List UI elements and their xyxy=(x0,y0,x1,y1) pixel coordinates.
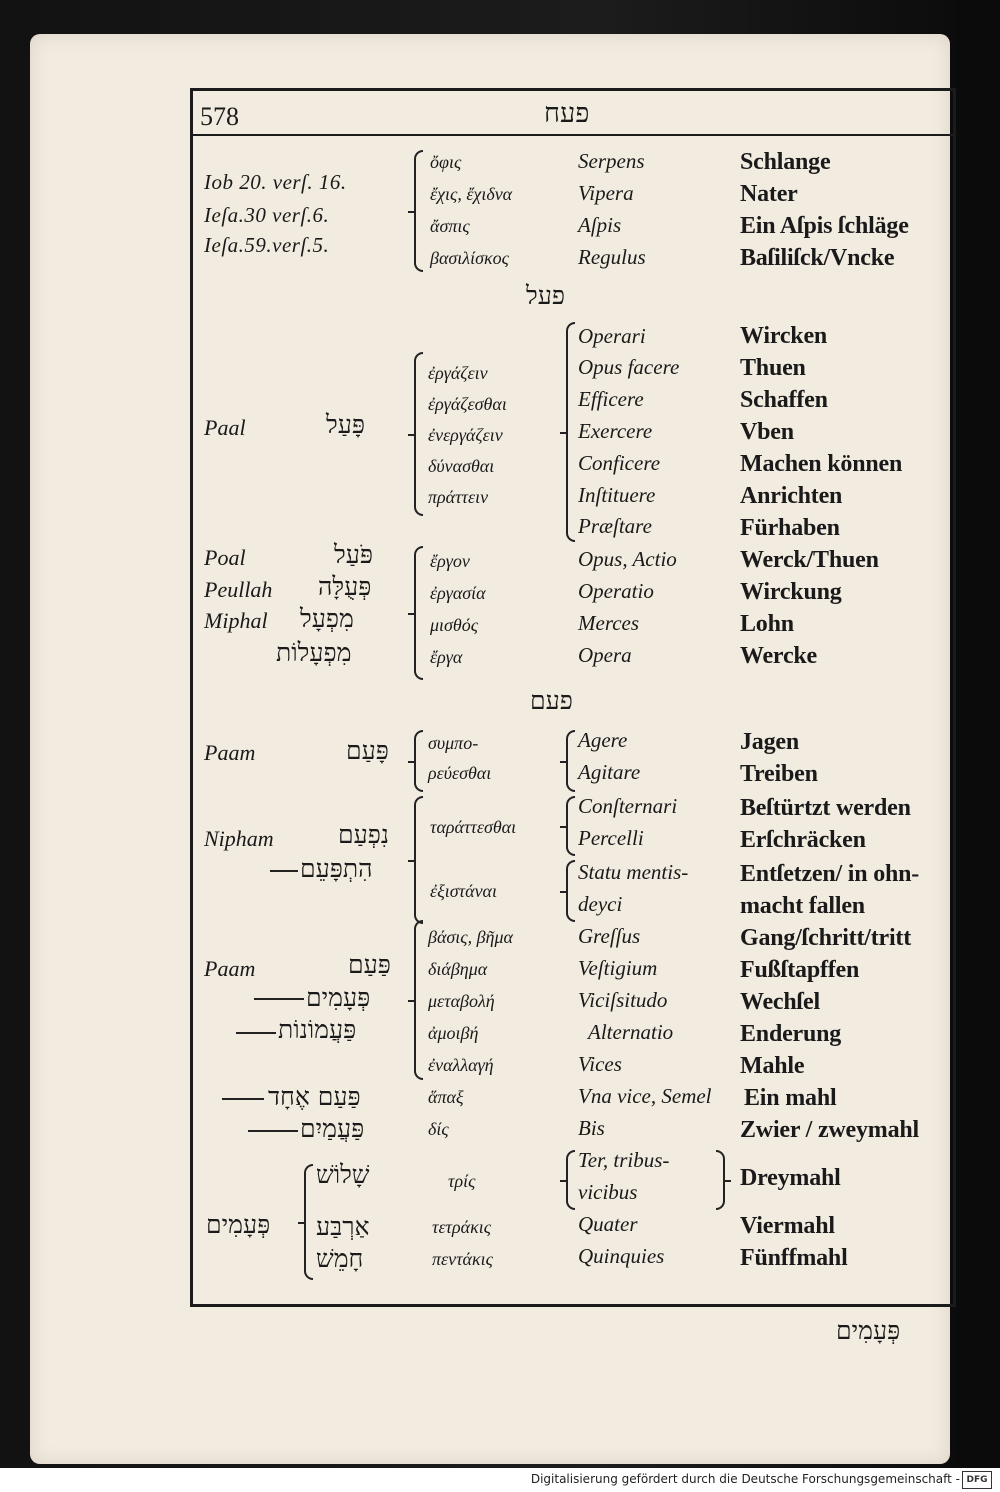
hebrew-word: פַּעַם אֶחָד xyxy=(268,1082,361,1111)
greek-word: βάσις, βῆμα xyxy=(428,927,513,947)
scripture-ref: Ieſa.30 verſ.6. xyxy=(204,203,330,227)
latin-word: Vipera xyxy=(578,181,634,205)
brace xyxy=(716,1150,725,1210)
latin-word: Opus facere xyxy=(578,355,680,379)
german-word: Fürhaben xyxy=(740,515,840,541)
latin-word: Quinquies xyxy=(578,1244,665,1268)
german-word: Beſtürtzt werden xyxy=(740,795,911,821)
german-word: Thuen xyxy=(740,355,806,381)
latin-word: Exercere xyxy=(578,419,653,443)
header-rule xyxy=(193,134,953,136)
latin-word: Alternatio xyxy=(588,1020,674,1044)
greek-word: ἐναλλαγή xyxy=(428,1055,494,1075)
bottom-rule xyxy=(190,1304,956,1307)
latin-word: Greſſus xyxy=(578,924,641,948)
latin-word: deyci xyxy=(578,892,623,916)
german-word: Vben xyxy=(740,419,794,445)
greek-word: πράττειν xyxy=(428,487,489,507)
hebrew-word: אַרְבַּע xyxy=(316,1212,370,1241)
stem-label: Paam xyxy=(204,956,256,981)
greek-word: ὄφις xyxy=(430,152,462,172)
latin-word: Statu mentis- xyxy=(578,860,689,884)
hebrew-word: פַּעֲמוֹנוֹת xyxy=(278,1015,357,1044)
catchword: פְּעָמִים xyxy=(836,1316,901,1345)
hebrew-word: פָּעַם xyxy=(346,736,389,765)
latin-word: Quater xyxy=(578,1212,638,1236)
german-word: Wercke xyxy=(740,643,817,669)
german-word: Fünffmahl xyxy=(740,1245,848,1271)
hebrew-word: פֹּעַל xyxy=(334,540,373,569)
german-word: Fußſtapffen xyxy=(740,957,860,983)
scripture-ref: Ieſa.59.verſ.5. xyxy=(204,233,330,257)
dfg-logo: DFG xyxy=(962,1471,992,1489)
latin-word: Veſtigium xyxy=(578,956,658,980)
greek-word: ταράττεσθαι xyxy=(430,817,517,837)
latin-word: vicibus xyxy=(578,1180,638,1204)
latin-word: Viciſsitudo xyxy=(578,988,668,1012)
german-word: Anrichten xyxy=(740,483,843,509)
dash xyxy=(254,998,304,1000)
german-word: Wechſel xyxy=(740,989,820,1015)
greek-word: διάβημα xyxy=(428,959,488,979)
hebrew-word: שָׁלוֹשׁ xyxy=(316,1160,370,1189)
greek-word: ἔχις, ἔχιδνα xyxy=(430,184,513,204)
dash xyxy=(222,1098,264,1100)
german-word: Erſchräcken xyxy=(740,827,866,853)
dash xyxy=(270,870,298,872)
hebrew-word: מִפְעָל xyxy=(300,604,354,633)
german-word: Wircken xyxy=(740,323,828,349)
latin-word: Agitare xyxy=(578,760,641,784)
root-heading: פעם xyxy=(530,686,573,715)
german-word: Zwier / zweymahl xyxy=(740,1117,919,1143)
greek-word: ἔργα xyxy=(430,647,463,667)
greek-word: ἅπαξ xyxy=(428,1087,464,1107)
german-word: Werck/Thuen xyxy=(740,547,879,573)
latin-word: Vna vice, Semel xyxy=(578,1084,712,1108)
latin-word: Vices xyxy=(578,1052,622,1076)
latin-word: Operatio xyxy=(578,579,654,603)
greek-word: μισθός xyxy=(430,615,479,635)
brace xyxy=(414,730,423,792)
latin-word: Ter, tribus- xyxy=(578,1148,670,1172)
dash xyxy=(248,1130,298,1132)
german-word: Ein Aſpis ſchläge xyxy=(740,213,909,239)
stem-label: Peullah xyxy=(204,577,273,602)
brace xyxy=(414,150,423,272)
latin-word: Serpens xyxy=(578,149,645,173)
german-word: Lohn xyxy=(740,611,794,637)
hebrew-word: הִתְפָּעֵם xyxy=(300,854,373,883)
hebrew-word: פַּעַם xyxy=(348,950,391,979)
greek-word: δίς xyxy=(428,1119,449,1139)
german-word: Mahle xyxy=(740,1053,805,1079)
greek-word: ἔργον xyxy=(430,551,470,571)
german-word: Machen können xyxy=(740,451,903,477)
greek-word: ἀμοιβή xyxy=(428,1023,479,1043)
greek-word: ἐργασία xyxy=(430,583,486,603)
german-word: Schaffen xyxy=(740,387,828,413)
latin-word: Aſpis xyxy=(578,213,622,237)
german-word: Dreymahl xyxy=(740,1165,841,1191)
hebrew-word: פָּעַל xyxy=(326,410,365,439)
latin-word: Efficere xyxy=(578,387,644,411)
german-word: Nater xyxy=(740,181,798,207)
stem-label: Paam xyxy=(204,740,256,765)
german-word: Baſiliſck/Vncke xyxy=(740,245,895,271)
brace xyxy=(566,730,575,792)
running-header: פעח xyxy=(544,98,590,129)
greek-word: δύνασθαι xyxy=(428,456,495,476)
hebrew-word: פַּעֲמַיִם xyxy=(300,1114,365,1143)
greek-word: ρεύεσθαι xyxy=(428,763,492,783)
latin-word: Præſtare xyxy=(578,514,652,538)
brace xyxy=(566,322,575,542)
hebrew-word: חָמֵשׁ xyxy=(316,1244,364,1273)
greek-word: πεντάκις xyxy=(432,1249,493,1269)
greek-word: τρίς xyxy=(448,1171,476,1191)
brace xyxy=(304,1164,313,1280)
scan-edge xyxy=(955,0,1000,1492)
german-word: Jagen xyxy=(740,729,800,755)
german-word: Gang/ſchritt/tritt xyxy=(740,925,912,951)
german-word: Schlange xyxy=(740,149,831,175)
hebrew-word: נִפְעַם xyxy=(338,820,389,849)
hebrew-word: פְּעֻלָּה xyxy=(318,572,372,601)
german-word: Treiben xyxy=(740,761,818,787)
latin-word: Inſtituere xyxy=(578,483,656,507)
footer-credit: Digitalisierung gefördert durch die Deutsche Forschungsgemeinschaft - xyxy=(530,1472,960,1486)
latin-word: Regulus xyxy=(578,245,646,269)
german-word: macht fallen xyxy=(740,893,865,919)
stem-label: Nipham xyxy=(204,826,274,851)
hebrew-word: מִפְעָלוֹת xyxy=(276,638,352,667)
greek-word: ἐργάζειν xyxy=(428,363,488,383)
greek-word: βασιλίσκος xyxy=(430,248,509,268)
brace xyxy=(414,920,423,1080)
german-word: Viermahl xyxy=(740,1213,835,1239)
latin-word: Agere xyxy=(578,728,628,752)
hebrew-word: פְּעָמִים xyxy=(206,1210,271,1239)
brace xyxy=(414,796,423,924)
brace xyxy=(414,546,423,680)
latin-word: Operari xyxy=(578,324,646,348)
brace xyxy=(566,796,575,856)
german-word: Ein mahl xyxy=(744,1085,837,1111)
latin-word: Percelli xyxy=(578,826,644,850)
stem-label: Miphal xyxy=(204,608,268,633)
page-number: 578 xyxy=(200,102,239,131)
stem-label: Paal xyxy=(204,415,246,440)
latin-word: Merces xyxy=(578,611,640,635)
dash xyxy=(236,1032,276,1034)
latin-word: Conſternari xyxy=(578,794,678,818)
brace xyxy=(566,1150,575,1210)
greek-word: ἐνεργάζειν xyxy=(428,425,503,445)
german-word: Enderung xyxy=(740,1021,842,1047)
hebrew-word: פְּעָמִים xyxy=(306,983,371,1012)
greek-word: ἄσπις xyxy=(430,216,470,236)
german-word: Wirckung xyxy=(740,579,842,605)
latin-word: Opera xyxy=(578,643,632,667)
latin-word: Bis xyxy=(578,1116,605,1140)
latin-word: Opus, Actio xyxy=(578,547,677,571)
brace xyxy=(414,352,423,516)
greek-word: ἐξιστάναι xyxy=(430,881,498,901)
greek-word: μεταβολή xyxy=(428,991,495,1011)
scripture-ref: Iob 20. verſ. 16. xyxy=(204,170,347,194)
greek-word: συμπο- xyxy=(428,733,479,753)
root-heading: פעל xyxy=(526,281,565,310)
stem-label: Poal xyxy=(204,545,246,570)
greek-word: τετράκις xyxy=(432,1217,492,1237)
latin-word: Conficere xyxy=(578,451,661,475)
german-word: Entſetzen/ in ohn- xyxy=(740,861,920,887)
greek-word: ἐργάζεσθαι xyxy=(428,394,507,414)
brace xyxy=(566,860,575,922)
